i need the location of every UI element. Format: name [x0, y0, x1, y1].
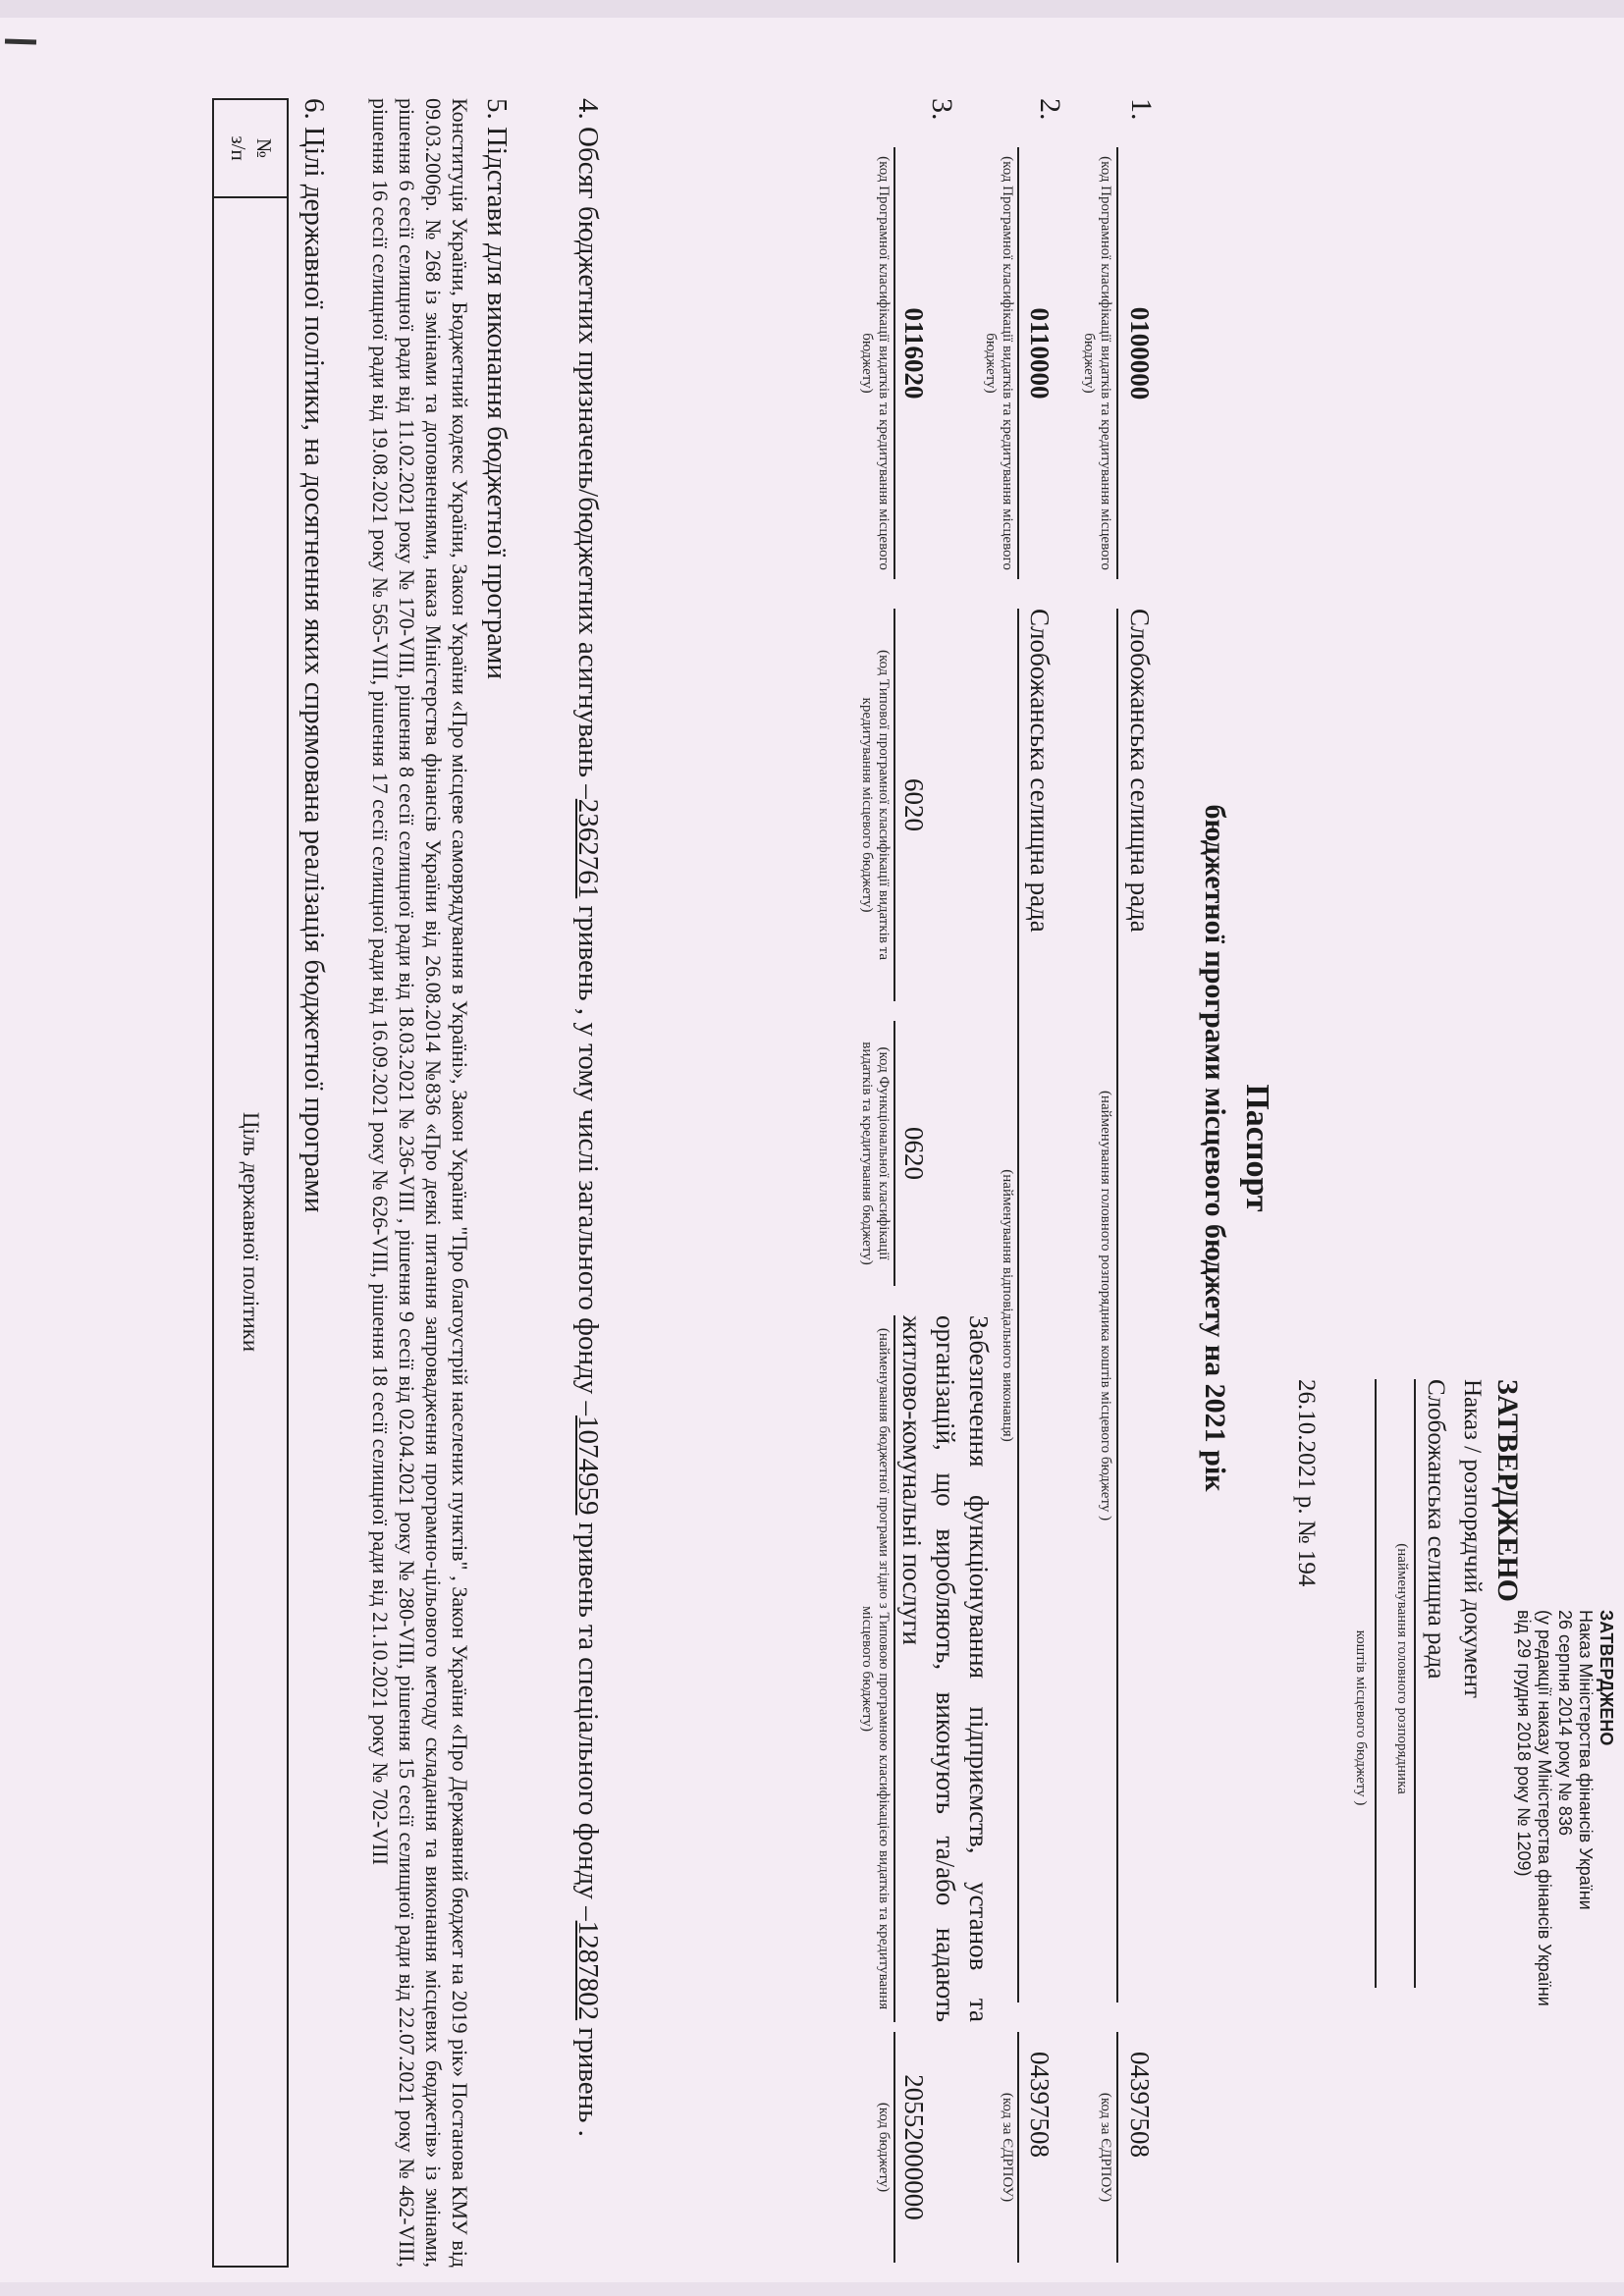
row2-number: 2. — [1034, 98, 1066, 121]
row1-code: 0100000 — [1125, 306, 1155, 400]
approval-caption-2: коштів місцевого бюджету ) — [1353, 1629, 1369, 1806]
row3-code: 0116020 — [899, 307, 929, 400]
approval-doc-type: Наказ / розпорядчий документ — [1459, 1379, 1486, 1698]
row1-name-caption: (найменування головного розпорядника коштів місцевого бюджету ) — [1098, 1090, 1113, 1522]
row1-code-line — [1116, 147, 1118, 579]
row2-code-caption: (код Програмної класифікації видатків та кредитування місцевого бюджету) — [983, 156, 1015, 570]
section5-heading: 5. Підстави для виконання бюджетної програми — [481, 98, 513, 680]
regulation-edition: (у редакції наказу Міністерства фінансів України — [1535, 1610, 1554, 2006]
approval-org-line — [1414, 1379, 1416, 1988]
row3-code-caption: (код Програмної класифікації видатків та кредитування місцевого бюджету) — [859, 156, 892, 570]
row3-budget-code-line — [893, 2032, 895, 2263]
row3-number: 3. — [926, 98, 958, 121]
row3-fkvk-caption: (код Функціональної класифікації видатків та кредитування бюджету) — [859, 1041, 892, 1265]
approval-org-line-2 — [1375, 1379, 1377, 1988]
row2-edrpou-caption: (код за ЄДРПОУ) — [1000, 2092, 1015, 2203]
regulation-order: Наказ Міністерства фінансів України — [1576, 1610, 1596, 1910]
section4-special: 1287802 — [572, 1920, 604, 2021]
section4-prefix: 4. Обсяг бюджетних призначень/бюджетних асигнувань – — [572, 98, 604, 799]
row1-edrpou-line — [1116, 2032, 1118, 2263]
approval-caption-1: (найменування головного розпорядника — [1394, 1543, 1410, 1794]
section4-amounts — [568, 98, 608, 2268]
goals-col-goal: Ціль державної політики — [239, 1111, 263, 1353]
row1-name: Слобожанська селищна рада — [1125, 609, 1155, 933]
regulation-date: 26 серпня 2014 року № 836 — [1555, 1610, 1575, 1836]
section5-text: Конституція України, Бюджетний кодекс України, Закон України «Про місцеве самоврядування в Україні», Закон України "Про благоустрій населених пунктів" , Закон України «Про Державний бюджет на 2019 рік» Постанова КМУ від 09.03.2006р. № 268 із змінами та доповненнями, наказ Міністерства фінансів України від 26.08.2014 №836 «Про деякі питання запровадження програмно-цільового методу складання та виконання місцевих бюджетів» із змінами, рішення 6 сесії селищної ради від 11.02.2021 року № 170-VIII, рішення 8 сесії селищної ради від 18.03.2021 № 236-VIII , рішення 9 сесії від 02.04.2021 року № 280-VIII, рішення 15 сесії селищної ради від 22.07.2021 року № 462-VIII, рішення 16 сесії селищної ради від 19.08.2021 року № 565-VIII, рішення 17 сесії селищної ради від 16.09.2021 року № 626-VIII, рішення 18 сесії селищної ради від 21.10.2021 року № 702-VIII — [368, 98, 472, 2268]
section4-total: 2362761 — [572, 798, 604, 899]
row3-budget-code-caption: (код бюджету) — [876, 2102, 892, 2193]
row3-program-name: Забезпечення функціонування підприємств, установ та організацій, що виробляють, виконують та/або надають житлово-комунальні послуги — [897, 1315, 994, 2022]
approval-date-number: 26.10.2021 р. № 194 — [1293, 1379, 1320, 1587]
row3-fkvk-line — [893, 1021, 895, 1286]
goals-col-number-2: з/п — [227, 135, 250, 161]
goals-table — [212, 98, 289, 2268]
row2-edrpou: 04397508 — [1025, 2052, 1055, 2158]
approval-title: ЗАТВЕРДЖЕНО — [1491, 1379, 1524, 1602]
row3-name-line — [893, 1315, 895, 2022]
row1-name-line — [1116, 609, 1118, 2002]
regulation-header — [1513, 1610, 1616, 2081]
row1-edrpou: 04397508 — [1125, 2052, 1155, 2158]
section4-suffix: гривень . — [572, 2020, 604, 2137]
row1-code-caption: (код Програмної класифікації видатків та кредитування місцевого бюджету) — [1081, 156, 1113, 570]
row2-name-line — [1017, 609, 1019, 2002]
section6-heading: 6. Цілі державної політики, на досягнення яких спрямована реалізація бюджетної програми — [298, 98, 330, 1213]
row1-edrpou-caption: (код за ЄДРПОУ) — [1098, 2092, 1113, 2203]
section4-mid2: гривень та спеціального фонду – — [572, 1515, 604, 1921]
regulation-edition-date: від 29 грудня 2018 року № 1209) — [1514, 1610, 1534, 1877]
row3-code-line — [893, 147, 895, 579]
row1-number: 1. — [1125, 98, 1158, 121]
row2-name: Слобожанська селищна рада — [1025, 609, 1055, 933]
section4-general: 1074959 — [572, 1415, 604, 1516]
row2-name-caption: (найменування відповідального виконавця) — [1000, 1169, 1015, 1442]
row3-tpkvk: 6020 — [899, 778, 929, 831]
row2-code: 0110000 — [1025, 307, 1055, 400]
section4-mid1: гривень , у тому числі загального фонду – — [572, 898, 604, 1415]
document-subtitle: бюджетної програми місцевого бюджету на 2021 рік — [1199, 804, 1231, 1492]
row3-budget-code: 20552000000 — [899, 2074, 929, 2220]
row2-code-line — [1017, 147, 1019, 579]
row3-tpkvk-caption: (код Типової програмної класифікації видатків та кредитування місцевого бюджету) — [859, 649, 892, 961]
regulation-approved: ЗАТВЕРДЖЕНО — [1597, 1610, 1616, 1746]
row3-fkvk: 0620 — [899, 1127, 929, 1180]
row2-edrpou-line — [1017, 2032, 1019, 2263]
row3-name-caption: (найменування бюджетної програми згідно з Типовою програмною класифікацією видатків та кредитування місцевого бюджету) — [859, 1327, 892, 2010]
goals-col-number — [214, 100, 287, 198]
document-title: Паспорт — [1239, 1084, 1275, 1212]
goals-col-number-1: № — [252, 137, 276, 159]
approval-org: Слобожанська селищна рада — [1423, 1379, 1449, 1680]
row3-tpkvk-line — [893, 609, 895, 1001]
scan-mark — [5, 38, 36, 44]
